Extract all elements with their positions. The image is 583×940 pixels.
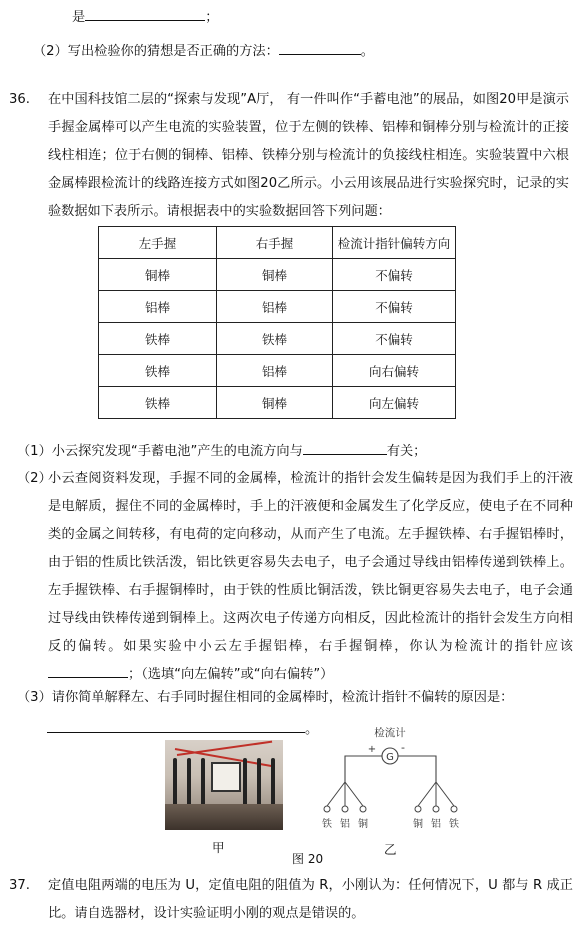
question-2-prev xyxy=(33,40,374,64)
wire xyxy=(177,741,272,756)
terminal xyxy=(415,806,421,812)
table-header-row xyxy=(99,227,456,259)
question-text: （2）写出检验你的猜想是否正确的方法： xyxy=(33,44,279,59)
answer-blank[interactable] xyxy=(85,6,205,21)
branch-wire xyxy=(345,782,363,806)
question-text: （1）小云探究发现“手蓄电池”产生的电流方向与 xyxy=(17,444,303,459)
table-cell: 铜棒 xyxy=(217,387,333,419)
exhibit-base xyxy=(165,804,283,830)
terminal xyxy=(433,806,439,812)
rod-label: 铁 xyxy=(449,819,459,830)
terminal xyxy=(342,806,348,812)
table-header: 左手握 xyxy=(99,227,217,259)
table-cell: 不偏转 xyxy=(333,291,456,323)
table-row xyxy=(99,387,456,419)
caption-a: 甲 xyxy=(212,840,225,855)
answer-blank[interactable] xyxy=(303,440,387,455)
data-table xyxy=(98,226,456,419)
table-row xyxy=(99,259,456,291)
rod-label: 铝 xyxy=(340,819,350,830)
sub-question-3-answer xyxy=(47,718,318,740)
table-header: 右手握 xyxy=(217,227,333,259)
answer-blank[interactable] xyxy=(47,718,305,733)
terminal xyxy=(451,806,457,812)
rod-label: 铝 xyxy=(431,819,441,830)
circuit-diagram xyxy=(305,722,480,837)
branch-wire xyxy=(418,782,436,806)
question-text: 小云查阅资料发现，手握不同的金属棒，检流计的指针会发生偏转是因为我们手上的汗液是电解质，握住不同的金属棒时，手上的汗液便和金属发生了化学反应，使电子在不同种类的金属之间转移，有电荷的定向移动，从而产生了电流。左手握铁棒、右手握铝棒时，由于铝的性质比铁活泼，铝比铁更容易失去电子，电子会通过导线由铝棒传递到铁棒上。左手握铁棒、右手握铜棒时，由于铁的性质比铜活泼，铁比铜更容易失去电子，电子会通过导线由铁棒传递到铜棒上。这两次电子传递方向相反，因此检流计的指针会发生方向相反的偏转。如果实验中小云左手握铝棒，右手握铜棒，你认为检流计的指针应该 xyxy=(48,471,573,654)
table-row xyxy=(99,323,456,355)
table-cell: 铝棒 xyxy=(99,291,217,323)
sub-question-1 xyxy=(17,440,426,464)
sub-question-2-number: （2） xyxy=(17,471,52,486)
question-36-number: 36. xyxy=(9,92,30,107)
question-text-end: ；（选填“向左偏转”或“向右偏转”） xyxy=(128,667,334,682)
galvanometer-label: 检流计 xyxy=(374,727,406,739)
figure-caption: 图 20 xyxy=(292,852,324,866)
question-37-text: 定值电阻两端的电压为 U，定值电阻的阻值为 R，小刚认为：任何情况下，U 都与 R 成正比。请自选器材，设计实验证明小刚的观点是错误的。 xyxy=(48,878,573,921)
table-cell: 向右偏转 xyxy=(333,355,456,387)
table-row xyxy=(99,291,456,323)
table-cell: 铜棒 xyxy=(217,259,333,291)
prefix-text: 是 xyxy=(72,10,86,25)
table-cell: 铝棒 xyxy=(217,355,333,387)
left-wire xyxy=(345,756,382,782)
answer-blank[interactable] xyxy=(48,663,128,678)
branch-wire xyxy=(436,782,454,806)
table-header: 检流计指针偏转方向 xyxy=(333,227,456,259)
table-cell: 铁棒 xyxy=(99,323,217,355)
answer-blank[interactable] xyxy=(279,40,361,55)
question-end: 。 xyxy=(305,722,319,737)
minus-sign: - xyxy=(401,741,405,754)
question-text-end: 有关； xyxy=(386,444,427,459)
table-cell: 铜棒 xyxy=(99,259,217,291)
answer-line-prev xyxy=(72,6,218,30)
table-cell: 铁棒 xyxy=(217,323,333,355)
table-cell: 不偏转 xyxy=(333,259,456,291)
table-cell: 铁棒 xyxy=(99,355,217,387)
rod-label: 铜 xyxy=(358,819,368,830)
rod-label: 铁 xyxy=(322,819,332,830)
right-wire xyxy=(398,756,436,782)
question-36-intro: 在中国科技馆二层的“探索与发现”A厅， 有一件叫作“手蓄电池”的展品，如图20甲是演示手握金属棒可以产生电流的实验装置，位于左侧的铁棒、铝棒和铜棒分别与检流计的正接线柱相连；位于右侧的铜棒、铝棒、铁棒分别与检流计的负接线柱相连。实验装置中六根金属棒跟检流计的线路连接方式如图20乙所示。小云用该展品进行实验探究时，记录的实验数据如下表所示。请根据表中的实验数据回答下列问题： xyxy=(48,92,569,219)
question-37-number: 37. xyxy=(9,878,30,893)
question-end: 。 xyxy=(360,44,374,59)
table-cell: 铁棒 xyxy=(99,387,217,419)
table-cell: 铝棒 xyxy=(217,291,333,323)
table-cell: 向左偏转 xyxy=(333,387,456,419)
terminal xyxy=(360,806,366,812)
rod-label: 铜 xyxy=(413,819,423,830)
caption-b: 乙 xyxy=(384,842,397,857)
terminal xyxy=(324,806,330,812)
galvanometer-box xyxy=(211,762,241,792)
plus-sign: + xyxy=(367,744,377,755)
sub-question-2 xyxy=(48,465,573,689)
exhibit-photo xyxy=(165,740,283,830)
suffix-text: ； xyxy=(205,10,219,25)
table-row xyxy=(99,355,456,387)
branch-wire xyxy=(327,782,345,806)
table-cell: 不偏转 xyxy=(333,323,456,355)
sub-question-3: （3）请你简单解释左、右手同时握住相同的金属棒时，检流计指针不偏转的原因是： xyxy=(17,690,514,705)
galvanometer-g: G xyxy=(386,752,394,763)
